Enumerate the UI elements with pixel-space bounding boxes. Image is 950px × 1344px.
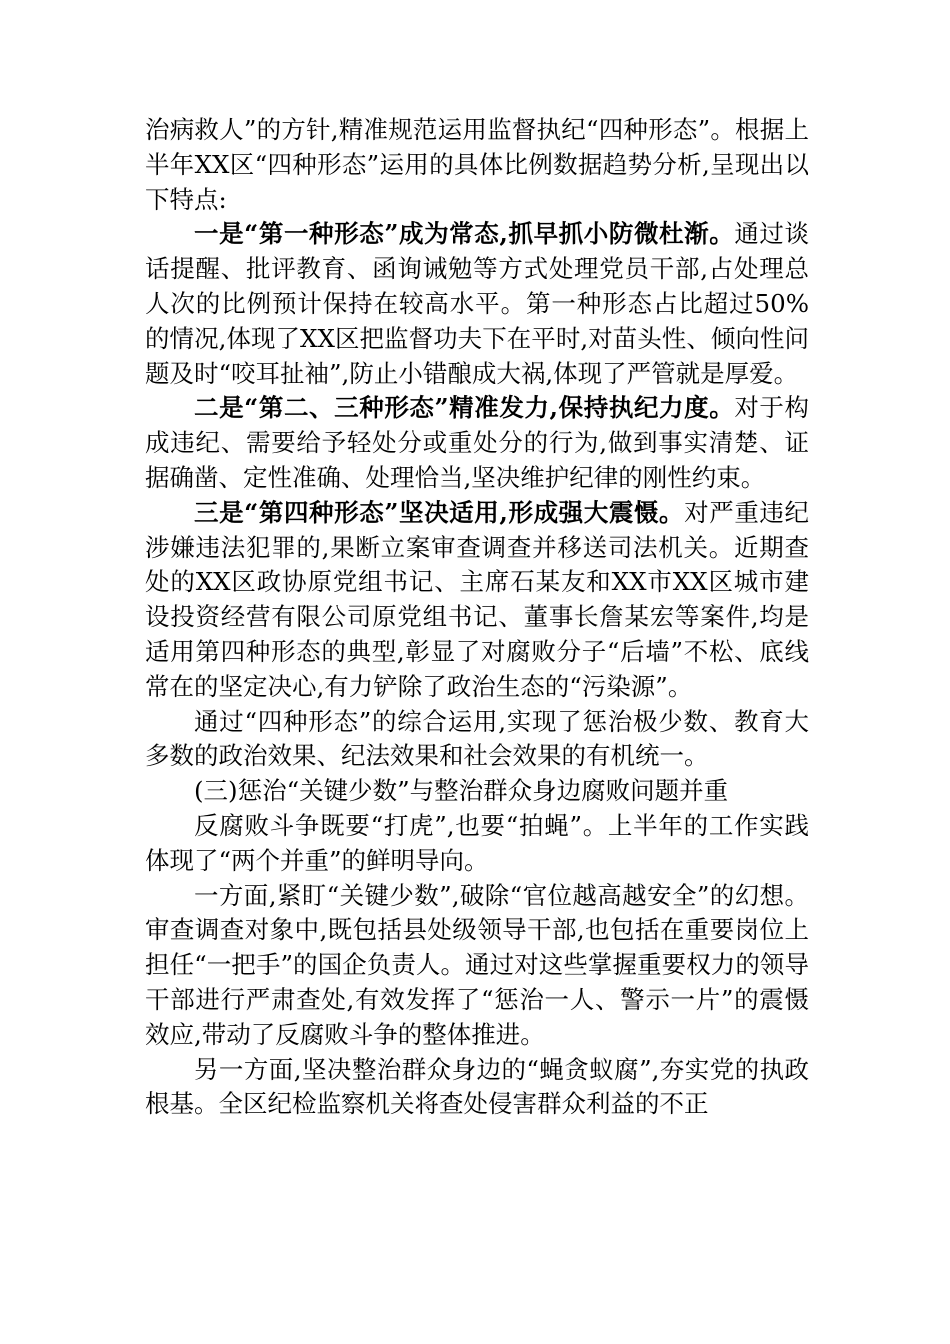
paragraph-fourth-form: [145, 496, 809, 705]
paragraph-text: 反腐败斗争既要“打虎”,也要“拍蝇”。上半年的工作实践体现了“两个并重”的鲜明导向。: [145, 810, 809, 875]
paragraph-grassroots-corruption: [145, 1053, 809, 1123]
section-heading-text: (三)惩治“关键少数”与整治群众身边腐败问题并重: [194, 776, 729, 806]
paragraph-text: 一方面,紧盯“关键少数”,破除“官位越高越安全”的幻想。审查调查对象中,既包括县处级领导干部,也包括在重要岗位上担任“一把手”的国企负责人。通过对这些掌握重要权力的领导干部进行严肃查处,有效发挥了“惩治一人、警示一片”的震慑效应,带动了反腐败斗争的整体推进。: [145, 880, 809, 1049]
paragraph-lead-heading: 三是“第四种形态”坚决适用,形成强大震慑。: [194, 497, 685, 527]
paragraph-lead-heading: 一是“第一种形态”成为常态,抓早抓小防微杜渐。: [194, 219, 735, 249]
paragraph-text: 通过谈话提醒、批评教育、函询诫勉等方式处理党员干部,占处理总人次的比例预计保持在较高水平。第一种形态占比超过50%的情况,体现了XX区把监督功夫下在平时,对苗头性、倾向性问题及时“咬耳扯袖”,防止小错酿成大祸,体现了严管就是厚爱。: [145, 219, 809, 388]
section-heading: [145, 774, 809, 809]
document-body: [145, 113, 809, 1122]
paragraph-text: 通过“四种形态”的综合运用,实现了惩治极少数、教育大多数的政治效果、纪法效果和社会效果的有机统一。: [145, 706, 809, 771]
paragraph-intro-continuation: [145, 113, 809, 217]
paragraph-second-third-form: [145, 391, 809, 495]
paragraph-text: 对于构成违纪、需要给予轻处分或重处分的行为,做到事实清楚、证据确凿、定性准确、处理恰当,坚决维护纪律的刚性约束。: [145, 393, 809, 492]
paragraph-first-form: [145, 217, 809, 391]
paragraph-text: 对严重违纪涉嫌违法犯罪的,果断立案审查调查并移送司法机关。近期查处的XX区政协原党组书记、主席石某友和XX市XX区城市建设投资经营有限公司原党组书记、董事长詹某宏等案件,均是适用第四种形态的典型,彰显了对腐败分子“后墙”不松、底线常在的坚定决心,有力铲除了政治生态的“污染源”。: [145, 497, 810, 701]
paragraph-text: 治病救人”的方针,精准规范运用监督执纪“四种形态”。根据上半年XX区“四种形态”运用的具体比例数据趋势分析,呈现出以下特点:: [145, 115, 809, 214]
paragraph-tiger-fly: [145, 809, 809, 879]
paragraph-lead-heading: 二是“第二、三种形态”精准发力,保持执纪力度。: [194, 393, 735, 423]
paragraph-key-minority: [145, 879, 809, 1053]
paragraph-text: 另一方面,坚决整治群众身边的“蝇贪蚁腐”,夯实党的执政根基。全区纪检监察机关将查处侵害群众利益的不正: [145, 1054, 809, 1119]
paragraph-summary: [145, 705, 809, 775]
